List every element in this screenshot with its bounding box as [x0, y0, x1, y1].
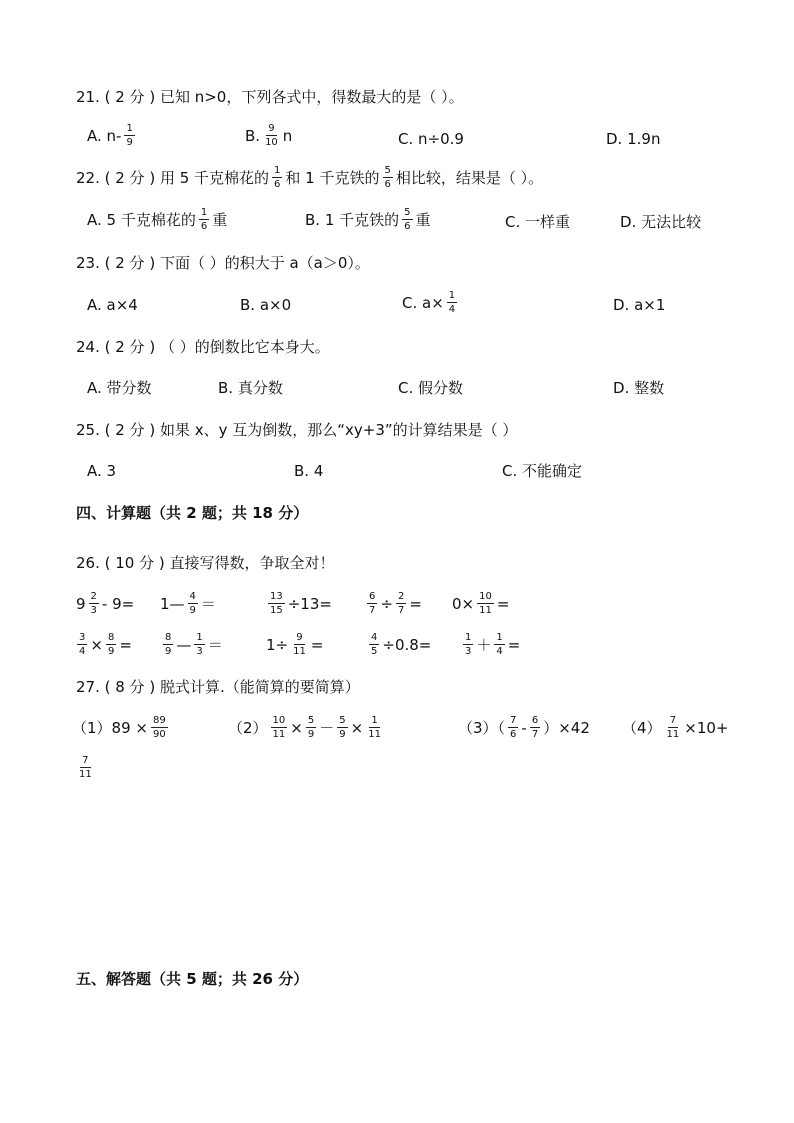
term: （4）: [622, 719, 662, 737]
numerator: 8: [107, 632, 115, 643]
denominator: 9: [165, 646, 172, 657]
fraction: [508, 715, 518, 740]
term: 0×: [452, 595, 475, 613]
term: （2）: [228, 719, 268, 737]
q26-r1-e5: [452, 592, 509, 617]
numerator: 5: [307, 715, 315, 726]
numerator: 9: [296, 632, 303, 643]
fraction: [477, 591, 494, 616]
q26-stem: 26. ( 10 分 ) 直接写得数，争取全对！: [76, 554, 335, 572]
numerator: 1: [274, 165, 281, 176]
denominator: 7: [369, 605, 376, 616]
numerator: 5: [339, 715, 346, 726]
numerator: 6: [531, 715, 539, 726]
q24-option-c: C. 假分数: [398, 379, 464, 397]
numerator: 4: [371, 632, 378, 643]
term: ×10+: [684, 719, 729, 737]
fraction: [447, 290, 457, 315]
numerator: 1: [371, 715, 378, 726]
q25-option-b: B. 4: [294, 462, 324, 480]
denominator: 4: [448, 304, 456, 315]
term: ×: [290, 719, 303, 737]
q22-stem: [76, 166, 543, 191]
denominator: 4: [79, 646, 86, 657]
denominator: 11: [666, 729, 680, 740]
denominator: 11: [293, 646, 306, 657]
term: ×: [350, 719, 364, 737]
fraction: [396, 591, 406, 616]
denominator: 4: [496, 646, 503, 657]
numerator: 7: [82, 755, 89, 766]
q27-stem: 27. ( 8 分 ) 脱式计算.（能简算的要简算）: [76, 678, 360, 696]
fraction: [271, 715, 288, 740]
q23-option-b: B. a×0: [240, 296, 292, 314]
term: ＝: [207, 636, 223, 654]
q23-option-c: [402, 291, 460, 316]
numerator: 4: [189, 591, 196, 602]
q22-stem-mid: 和 1 千克铁的: [285, 169, 380, 187]
denominator: 7: [531, 729, 539, 740]
fraction: [530, 715, 540, 740]
q26-r2-e4: [366, 633, 431, 658]
q22-b-pre: B. 1 千克铁的: [305, 211, 400, 229]
numerator: 5: [384, 165, 391, 176]
q23-c-pre: C. a×: [402, 294, 444, 312]
denominator: 11: [479, 605, 492, 616]
fraction: [369, 632, 379, 657]
section-title-answers: 五、解答题（共 5 题；共 26 分）: [76, 970, 309, 988]
denominator: 15: [270, 605, 283, 616]
term: ÷0.8=: [382, 636, 432, 654]
q21-a-text: A. n-: [87, 127, 122, 145]
fraction: [337, 715, 347, 740]
fraction: [383, 165, 393, 190]
fraction: [77, 632, 87, 657]
q25-option-a: A. 3: [87, 462, 117, 480]
term: （3）（: [458, 719, 506, 737]
denominator: 3: [90, 605, 97, 616]
term: =: [409, 595, 422, 613]
denominator: 3: [196, 646, 203, 657]
q21-option-a: [87, 124, 138, 149]
q21-option-b: [245, 124, 292, 149]
q25-option-c: C. 不能确定: [502, 462, 583, 480]
q27-part-3: [458, 716, 590, 741]
q21-b-post: n: [282, 127, 293, 145]
fraction: [124, 123, 134, 148]
term: 1÷: [266, 636, 289, 654]
q22-b-post: 重: [415, 211, 431, 229]
fraction: [306, 715, 316, 740]
q23-option-d: D. a×1: [613, 296, 666, 314]
q25-stem: 25. ( 2 分 ) 如果 x、y 互为倒数，那么“xy+3”的计算结果是（ ）: [76, 421, 518, 439]
denominator: 9: [307, 729, 315, 740]
numerator: 1: [196, 632, 203, 643]
q22-a-pre: A. 5 千克棉花的: [87, 211, 196, 229]
denominator: 90: [152, 729, 166, 740]
numerator: 89: [152, 715, 166, 726]
fraction: [106, 632, 116, 657]
term: 1—: [160, 595, 185, 613]
q26-r1-e4: [364, 592, 422, 617]
q22-option-d: D. 无法比较: [620, 213, 702, 231]
term: ×: [90, 636, 103, 654]
denominator: 6: [384, 179, 391, 190]
numerator: 7: [669, 715, 677, 726]
fraction: [665, 715, 682, 740]
q21-b-text: B.: [245, 127, 261, 145]
fraction: [268, 591, 285, 616]
denominator: 9: [189, 605, 196, 616]
q27-part-4: [622, 716, 729, 741]
q21-option-c: C. n÷0.9: [398, 130, 464, 148]
fraction: [89, 591, 99, 616]
term: -: [521, 719, 527, 737]
term: －: [319, 719, 335, 737]
denominator: 3: [465, 646, 472, 657]
term: —: [176, 636, 192, 654]
fraction: [367, 591, 377, 616]
term: ＋: [476, 636, 492, 654]
q26-r2-e3: [266, 633, 323, 658]
q21-option-d: D. 1.9n: [606, 130, 661, 148]
numerator: 1: [200, 207, 208, 218]
denominator: 6: [404, 221, 411, 232]
numerator: 2: [397, 591, 405, 602]
denominator: 7: [397, 605, 405, 616]
q23-option-a: A. a×4: [87, 296, 138, 314]
denominator: 11: [79, 769, 92, 780]
numerator: 6: [369, 591, 376, 602]
fraction: [151, 715, 168, 740]
numerator: 1: [496, 632, 503, 643]
fraction: [188, 591, 198, 616]
fraction: [291, 632, 308, 657]
fraction: [199, 207, 209, 232]
q27-part-4-continued: [74, 756, 97, 781]
q22-option-a: [87, 208, 227, 233]
denominator: 9: [107, 646, 115, 657]
numerator: 1: [126, 123, 133, 134]
term: ÷: [380, 595, 393, 613]
numerator: 3: [79, 632, 86, 643]
fraction: [263, 123, 280, 148]
term: =: [507, 636, 521, 654]
q26-r1-e2: [160, 592, 216, 617]
denominator: 5: [371, 646, 378, 657]
fraction: [463, 632, 473, 657]
denominator: 6: [200, 221, 208, 232]
section-title-calculation: 四、计算题（共 2 题；共 18 分）: [76, 504, 309, 522]
q24-stem: 24. ( 2 分 ) （ ）的倒数比它本身大。: [76, 338, 330, 356]
term: ＝: [200, 595, 216, 613]
denominator: 9: [339, 729, 346, 740]
numerator: 10: [479, 591, 492, 602]
q26-r1-e1: [76, 592, 134, 617]
q23-stem: 23. ( 2 分 ) 下面（ ）的积大于 a（a＞0）。: [76, 254, 370, 272]
q22-stem-pre: 22. ( 2 分 ) 用 5 千克棉花的: [76, 169, 270, 187]
q24-option-a: A. 带分数: [87, 379, 152, 397]
fraction: [163, 632, 173, 657]
q22-option-b: [305, 208, 431, 233]
q26-r2-e5: [460, 633, 520, 658]
fraction: [77, 755, 94, 780]
q26-r2-e1: [74, 633, 132, 658]
numerator: 9: [268, 123, 275, 134]
numerator: 1: [465, 632, 472, 643]
numerator: 13: [270, 591, 283, 602]
term: - 9=: [101, 595, 135, 613]
q22-stem-post: 相比较，结果是（ ）。: [395, 169, 544, 187]
term: 9: [76, 595, 86, 613]
q26-r1-e3: [265, 592, 332, 617]
term: =: [119, 636, 132, 654]
numerator: 8: [165, 632, 172, 643]
term: =: [310, 636, 324, 654]
numerator: 7: [510, 715, 517, 726]
q27-part-2: [228, 716, 386, 741]
numerator: 1: [448, 290, 456, 301]
fraction: [272, 165, 282, 190]
denominator: 6: [274, 179, 281, 190]
fraction: [366, 715, 383, 740]
term: =: [496, 595, 510, 613]
numerator: 5: [404, 207, 411, 218]
term: （1）89 ×: [72, 719, 148, 737]
q21-stem: 21. ( 2 分 ) 已知 n>0，下列各式中，得数最大的是（ ）。: [76, 88, 464, 106]
q27-part-1: [72, 716, 171, 741]
q22-a-post: 重: [212, 211, 228, 229]
fraction: [194, 632, 204, 657]
denominator: 9: [126, 137, 133, 148]
denominator: 11: [272, 729, 286, 740]
q26-r2-e2: [160, 633, 223, 658]
q24-option-b: B. 真分数: [218, 379, 283, 397]
term: ÷13=: [287, 595, 332, 613]
numerator: 2: [90, 591, 97, 602]
fraction: [402, 207, 412, 232]
denominator: 6: [510, 729, 517, 740]
q22-option-c: C. 一样重: [505, 213, 571, 231]
denominator: 11: [368, 729, 381, 740]
fraction: [494, 632, 504, 657]
denominator: 10: [265, 137, 278, 148]
term: ）×42: [543, 719, 590, 737]
numerator: 10: [272, 715, 286, 726]
q24-option-d: D. 整数: [613, 379, 665, 397]
